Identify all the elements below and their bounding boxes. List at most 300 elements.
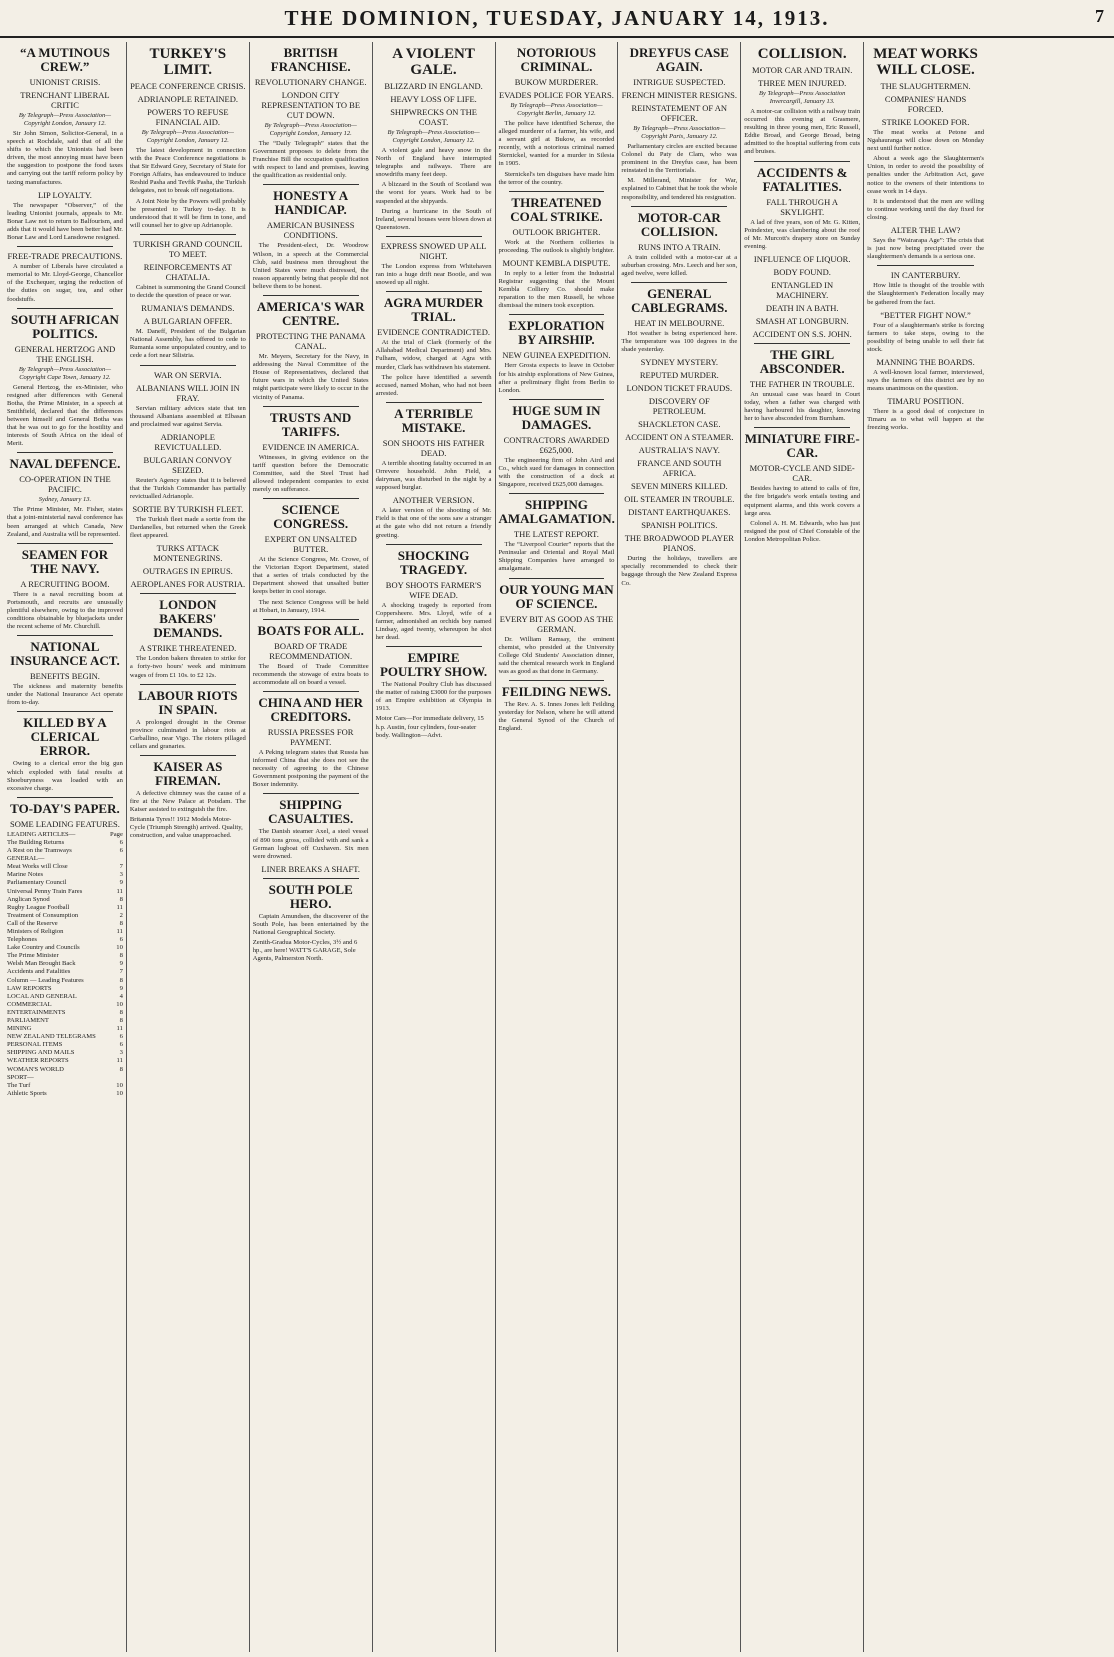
headline: OUR YOUNG MAN OF SCIENCE. (499, 581, 614, 611)
column-rule (386, 236, 482, 237)
features-index-row (7, 879, 123, 887)
body-paragraph: The latest development in connection with the Peace Conference negotiations is that Sir Edward Grey, Secretary of State for Foreign Affairs, has endeavoured to induce Reshid Pasha and Tevfik Pasha, the Turkish delegates, not to break off negotiations. (129, 147, 246, 195)
features-index-label: PERSONAL ITEMS (7, 1041, 63, 1049)
subheadline: DEATH IN A BATH. (765, 302, 839, 313)
body-paragraph: A number of Liberals have circulated a memorial to Mr. Lloyd-George, Chancellor of the Exchequer, urging the reduction of the duties on sugar, tea, and other foodstuffs. (7, 263, 123, 303)
features-index-row (7, 1090, 123, 1098)
subheadline: A BULGARIAN OFFER. (143, 316, 233, 327)
subheadline: REVOLUTIONARY CHANGE. (254, 77, 367, 87)
subheadline: SORTIE BY TURKISH FLEET. (132, 504, 244, 515)
subheadline: A RECRUITING BOOM. (20, 578, 110, 589)
subheadline: MOUNT KEMBLA DISPUTE. (502, 257, 611, 268)
headline: LONDON BAKERS' DEMANDS. (153, 597, 223, 641)
features-index-page: 6 (119, 1041, 123, 1049)
features-index-row (7, 847, 123, 855)
features-index-row (7, 1041, 123, 1049)
subheadline: SON SHOOTS HIS FATHER DEAD. (382, 437, 485, 458)
column-rule (509, 314, 605, 315)
subheadline: SYDNEY MYSTERY. (640, 357, 719, 368)
subheadline: “BETTER FIGHT NOW.” (880, 309, 971, 320)
subheadline: BOY SHOOTS FARMER'S WIFE DEAD. (385, 579, 482, 600)
features-index-label: COMMERCIAL (7, 1000, 52, 1008)
column-rule (17, 246, 113, 247)
column-rule (17, 308, 113, 309)
news-column-6 (618, 42, 741, 1652)
headline: SOUTH POLE HERO. (268, 881, 353, 911)
news-column-4 (373, 42, 496, 1652)
body-paragraph: It is understood that the men are willing to continue working until the day fixed for closing. (867, 197, 984, 221)
subheadline: THE LATEST REPORT. (513, 529, 599, 540)
body-paragraph: Hot weather is being experienced here. The temperature was 100 degrees in the shade yesterday. (621, 329, 738, 354)
headline: NAVAL DEFENCE. (9, 456, 121, 472)
features-index-page: 2 (119, 911, 123, 919)
column-rule (754, 161, 850, 162)
body-paragraph: Sir John Simon, Solicitor-General, in a speech at Rochdale, said that of all the shifts to which the Unionists had been driven, the most annoying must have been the suggestion to postpone the food taxes and carrying out the tariff reform policy by taxing manufactures. (7, 130, 123, 186)
body-paragraph: How little is thought of the trouble with the Slaughtermen's Federation locally may be gathered from the fact. (867, 282, 984, 306)
features-index-row (7, 904, 123, 912)
features-index-page: 6 (119, 838, 123, 846)
column-rule (509, 191, 605, 192)
headline: BRITISH FRANCHISE. (270, 45, 351, 74)
features-index-page: Page (110, 830, 123, 838)
news-column-5 (496, 42, 619, 1652)
features-index-page: 10 (116, 1089, 123, 1097)
subheadline: SMASH AT LONGBURN. (755, 315, 849, 326)
body-paragraph: The Prime Minister, Mr. Fisher, states that a joint-ministerial naval conference has been arranged at which Canada, New Zealand, and Australia will be represented. (7, 506, 123, 538)
body-paragraph: The London bakers threaten to strike for a forty-two hours' week and minimum wages of from £1 10s. to £2 12s. (129, 655, 246, 679)
subheadline: RUNS INTO A TRAIN. (638, 241, 721, 252)
column-rule (386, 291, 482, 292)
headline: KILLED BY A CLERICAL ERROR. (23, 715, 107, 759)
features-index-page: 10 (116, 1081, 123, 1089)
column-rule (140, 365, 236, 366)
dateline: Sydney, January 13. (38, 496, 92, 504)
features-index-label: Column — Leading Features (7, 976, 84, 984)
headline: SHIPPING CASUALTIES. (268, 797, 354, 827)
headline: TURKEY'S LIMIT. (149, 46, 227, 78)
subheadline: OUTLOOK BRIGHTER. (512, 226, 601, 237)
subheadline: BODY FOUND. (773, 266, 831, 277)
body-paragraph: About a week ago the Slaughtermen's Union, in order to avoid the possibility of penalties under the Arbitration Act, gave notice to the owners of their intentions to cease work in 14 days. (867, 155, 984, 195)
headline: EXPLORATION BY AIRSHIP. (508, 318, 605, 348)
headline: NOTORIOUS CRIMINAL. (516, 45, 597, 74)
headline: SOUTH AFRICAN POLITICS. (10, 311, 119, 341)
body-paragraph: M. Daneff, President of the Bulgarian National Assembly, has offered to cede to Rumania some unpopulated country, and to cede a fort near Silistria. (129, 328, 246, 360)
subheadline: EVIDENCE CONTRADICTED. (377, 327, 490, 338)
body-paragraph: The police have identified a seventh accused, named Mohan, who had not been arrested. (375, 373, 492, 397)
features-index-label: Marine Notes (7, 871, 44, 879)
body-paragraph: Servian military advices state that ten thousand Albanians assembled at Elbasan and proclaimed war against Servia. (129, 404, 246, 428)
features-index-label: PARLIAMENT (7, 1017, 49, 1024)
column-rule (17, 452, 113, 453)
subheadline: SHACKLETON CASE. (638, 419, 721, 430)
column-rule (263, 691, 359, 692)
headline: THE GIRL ABSCONDER. (759, 346, 845, 376)
subheadline: NEW GUINEA EXPEDITION. (502, 350, 611, 361)
body-paragraph: A motor-car collision with a railway train occurred this evening at Grasmere, resulting in three young men, Eric Russell, Eddie Broad, and George Broad, being admitted to the hospital suffering from cuts and bruises. (744, 108, 861, 156)
column-rule (877, 265, 974, 266)
body-paragraph: Work at the Northern collieries is proceeding. The outlook is slightly brighter. (498, 238, 615, 254)
features-index-page (121, 855, 123, 863)
subheadline: INTRIGUE SUSPECTED. (633, 77, 726, 87)
subheadline: BUKOW MURDERER. (514, 77, 599, 87)
body-paragraph: The President-elect, Dr. Woodrow Wilson, in a speech at the Commercial Club, said business men throughout the United States were much distressed, the reason apparently being that people did not believe them to be honest. (252, 242, 369, 290)
features-index-label: ENTERTAINMENTS (7, 1008, 66, 1016)
body-paragraph: The newspaper “Observer,” of the leading Unionist journals, appeals to Mr. Bonar Law not to return to Balfourism, and adds that it would have been better had Mr. Bonar Law and Lord Lansdowne resigned. (7, 201, 123, 242)
body-paragraph: The London express from Whitehaven ran into a huge drift near Bootle, and was snowed up all night. (375, 262, 492, 287)
features-index-row (7, 888, 123, 896)
subheadline: A STRIKE THREATENED. (139, 643, 237, 654)
headline: SCIENCE CONGRESS. (273, 502, 349, 532)
subheadline: INFLUENCE OF LIQUOR. (753, 253, 851, 264)
dateline: By Telegraph—Press Association—Copyright London, January 12. (264, 122, 357, 137)
subheadline: SOME LEADING FEATURES. (10, 818, 120, 829)
body-paragraph: Reuter's Agency states that it is believed that the Turkish Commander has partially revictualled Adrianople. (129, 476, 246, 500)
subheadline: IN CANTERBURY. (890, 270, 961, 281)
features-index-page: 4 (119, 992, 123, 1000)
headline: SEAMEN FOR THE NAVY. (21, 546, 109, 576)
subheadline: CONTRACTORS AWARDED £625,000. (503, 434, 610, 455)
column-rule (263, 619, 359, 620)
headline: FEILDING NEWS. (501, 684, 611, 699)
features-index-page: 6 (119, 936, 123, 944)
subheadline: HEAT IN MELBOURNE. (634, 317, 725, 328)
headline: BOATS FOR ALL. (257, 622, 364, 638)
subheadline: ALBANIANS WILL JOIN IN FRAY. (135, 382, 240, 403)
features-index-label: Welsh Man Brought Back (7, 960, 76, 968)
body-paragraph: Parliamentary circles are excited because Colonel du Paty de Clam, who was prominent in the Dreyfus case, has been reinstated in the Territorials. (621, 143, 738, 175)
body-paragraph: General Hertzog, the ex-Minister, who resigned after differences with General Botha, the Prime Minister, in a speech at Smithfield, declared that the differences between himself and General Botha was that he was out to go for the hostility and interests of South Africa on the ideal of Merit. (7, 383, 123, 448)
features-index-label: GENERAL— (7, 855, 45, 863)
subheadline: REINFORCEMENTS AT CHATALJA. (143, 261, 232, 282)
features-index-page: 3 (119, 871, 123, 879)
masthead (0, 0, 1114, 38)
subheadline: POWERS TO REFUSE FINANCIAL AID. (147, 107, 229, 127)
column-rule (17, 635, 113, 636)
features-index-label: WOMAN'S WORLD (7, 1065, 64, 1073)
body-paragraph: There is a good deal of conjecture in Timaru as to what will happen at the freezing works. (867, 408, 984, 432)
features-index-page: 8 (119, 895, 123, 903)
subheadline: COMPANIES' HANDS FORCED. (884, 94, 967, 114)
advertisement: Motor Cars—For immediate delivery, 15 h.p. Austin, four cylinders, four-seater body. Wallington—Advt. (375, 715, 484, 739)
headline: KAISER AS FIREMAN. (153, 759, 223, 788)
headline: GENERAL CABLEGRAMS. (631, 285, 728, 315)
features-index-label: A Rest on the Tramways (7, 847, 72, 855)
body-paragraph: The Rev. A. S. Innes Jones left Feilding yesterday for Nelson, where he will attend the General Synod of the Church of England. (498, 701, 615, 733)
features-index-label: SHIPPING AND MAILS (7, 1049, 75, 1057)
subheadline: FRANCE AND SOUTH AFRICA. (637, 458, 722, 479)
features-index-row (7, 1082, 123, 1090)
features-index-row (7, 1009, 123, 1017)
features-index-label: WEATHER REPORTS (7, 1057, 69, 1065)
body-paragraph: A well-known local farmer, interviewed, says the farmers of this district are by no means unanimous on the question. (867, 368, 984, 393)
dateline: By Telegraph—Press Association—Copyright Paris, January 12. (633, 125, 726, 140)
features-index-label: LOCAL AND GENERAL (7, 992, 77, 1000)
features-index-row (7, 871, 123, 879)
headline: MEAT WORKS WILL CLOSE. (873, 46, 978, 78)
subheadline: BOARD OF TRADE RECOMMENDATION. (269, 640, 353, 661)
headline: COLLISION. (757, 46, 847, 62)
body-paragraph: The Board of Trade Committee recommends the stowage of extra boats to accommodate all on board a vessel. (252, 662, 369, 686)
features-index-page: 8 (119, 952, 123, 960)
headline: EMPIRE POULTRY SHOW. (379, 650, 488, 680)
features-index-label: MINING (7, 1025, 32, 1033)
body-paragraph: The police have identified Schenze, the alleged murderer of a farmer, his wife, and a servant girl at Bukow, as recorded recently, with a notorious criminal named Sternickel, wanted for a murder in Silesia in 1905. (498, 120, 615, 168)
subheadline: FRENCH MINISTER RESIGNS. (621, 90, 738, 100)
dateline: By Telegraph—Press Association—Copyright London, January 12. (18, 112, 112, 127)
dateline: By Telegraph—Press Association—Copyright Berlin, January 12. (510, 102, 603, 117)
features-index-page: 7 (119, 863, 123, 871)
subheadline: HEAVY LOSS OF LIFE. (390, 94, 477, 104)
features-index-label: The Prime Minister (7, 952, 59, 960)
features-index-page: 11 (116, 887, 123, 895)
features-index-label: The Turf (7, 1081, 31, 1089)
body-paragraph: The “Liverpool Courier” reports that the Peninsular and Oriental and Royal Mail Shipping Companies have arranged to amalgamate. (498, 541, 615, 573)
body-paragraph: The sickness and maternity benefits under the National Insurance Act operate from to-day. (7, 683, 123, 707)
subheadline: LONDON TICKET FRAUDS. (626, 383, 733, 394)
advertisement: Britannia Tyres!! 1912 Models Motor-Cycle (Triumph Strength) arrived. Quality, construction, and value unapproached. (129, 816, 243, 840)
body-paragraph: An unusual case was heard in Court today, when a father was charged with having harboured his daughter, knowing her to have absconded from Burnham. (744, 390, 861, 423)
features-index-page: 9 (119, 960, 123, 968)
features-index-row (7, 968, 123, 976)
body-paragraph: At the trial of Clark (formerly of the Allahabad Medical Department) and Mrs. Fulham, widow, charged at Agra with murder, Clark has withdrawn his statement. (375, 339, 492, 371)
headline: MOTOR-CAR COLLISION. (637, 209, 721, 239)
body-paragraph: A blizzard in the South of Scotland was the worst for years. Work had to be suspended at the shipyards. (375, 181, 492, 205)
subheadline: MOTOR-CYCLE AND SIDE-CAR. (749, 463, 855, 484)
features-index-page: 6 (119, 847, 123, 855)
column-rule (263, 295, 359, 296)
dateline: By Telegraph—Press Association—Copyright London, January 12. (141, 129, 234, 144)
body-paragraph: The Danish steamer Axel, a steel vessel of 890 tons gross, collided with and sank a German lugboat off Cuxhaven. Six men were drowned. (252, 828, 369, 860)
body-paragraph: In reply to a letter from the Industrial Registrar suggesting that the Mount Kembla Colliery Co. should make reparation to the men Russell, he whose dismissal the miners took exception. (498, 269, 615, 310)
body-paragraph: Herr Grosta expects to leave in October for his airship explorations of New Guinea, after a preliminary flight from Berlin to London. (498, 362, 615, 394)
headline: LABOUR RIOTS IN SPAIN. (138, 687, 238, 717)
subheadline: DISTANT EARTHQUAKES. (628, 507, 731, 518)
body-paragraph: Colonel A. H. M. Edwards, who has just resigned the post of Chief Constable of the London Metropolitan Police. (744, 519, 861, 543)
column-rule (140, 234, 236, 235)
subheadline: BULGARIAN CONVOY SEIZED. (143, 454, 233, 475)
body-paragraph: There is a naval recruiting boom at Portsmouth, and recruits are unusually plentiful elsewhere, owing to the improved conditions obtainable by bluejackets under the recent scheme of Mr. Churchill. (7, 590, 123, 631)
body-paragraph: A lad of five years, son of Mr. G. Kitten, Poindexter, was clambering about the roof of Mr. Murcott's drapery store on Sunday evening. (744, 218, 861, 250)
features-index-row (7, 993, 123, 1001)
body-paragraph: Four of a slaughterman's strike is forcing farmers to take steps, owing to the possibility of being unable to sell their fat stock. (867, 321, 984, 353)
features-index-row (7, 896, 123, 904)
subheadline: SPANISH POLITICS. (641, 520, 718, 531)
advertisement: Zenith-Gradua Motor-Cycles, 3½ and 6 hp., are here! WATT'S GARAGE, Sole Agents, Palmerston North. (252, 939, 358, 963)
body-paragraph: Witnesses, in giving evidence on the tariff question before the Democratic Committee, said the Steel Trust had allowed independent companies to exist merely on sufferance. (252, 453, 369, 493)
headline: HONESTY A HANDICAP. (273, 188, 349, 218)
body-paragraph: The “Daily Telegraph” states that the Government proposes to delete from the Franchise Bill the occupation qualification with respect to land and premises, leaving the qualification as residential only. (252, 140, 369, 180)
column-rule (509, 578, 605, 579)
features-index-row (7, 952, 123, 960)
subheadline: TURKS ATTACK MONTENEGRINS. (153, 543, 223, 564)
body-paragraph: A later version of the shooting of Mr. Field is that one of the sons saw a stranger at the gate who did not return a friendly greeting. (375, 507, 492, 539)
features-index-page: 9 (119, 879, 123, 887)
subheadline: EVIDENCE IN AMERICA. (262, 441, 359, 452)
subheadline: FREE-TRADE PRECAUTIONS. (7, 251, 123, 262)
features-index-label: Universal Penny Train Fares (7, 887, 83, 895)
features-index-row (7, 944, 123, 952)
subheadline: EXPERT ON UNSALTED BUTTER. (264, 534, 357, 555)
body-paragraph: Sternickel's ten disguises have made him the terror of the country. (498, 170, 615, 186)
subheadline: REPUTED MURDER. (639, 370, 719, 381)
features-index-label: Accidents and Fatalities (7, 968, 71, 976)
subheadline: OUTRAGES IN EPIRUS. (142, 566, 233, 577)
features-index-row (7, 1017, 123, 1025)
subheadline: THE FATHER IN TROUBLE. (749, 378, 855, 389)
body-paragraph: M. Millerand, Minister for War, explained to Cabinet that he took the whole responsibility, and tendered his resignation. (621, 177, 738, 201)
features-index-page: 8 (119, 1065, 123, 1073)
subheadline: ACCIDENT ON A STEAMER. (625, 432, 734, 443)
features-index-row (7, 839, 123, 847)
columns-container (4, 42, 1110, 1652)
features-index-row (7, 1049, 123, 1057)
subheadline: UNIONIST CRISIS. (29, 77, 101, 87)
subheadline: ENTANGLED IN MACHINERY. (771, 279, 834, 300)
subheadline: TURKISH GRAND COUNCIL TO MEET. (133, 238, 243, 259)
features-index-page: 9 (119, 984, 123, 992)
subheadline: LONDON CITY REPRESENTATION TO BE CUT DOWN. (261, 90, 361, 120)
headline: CHINA AND HER CREDITORS. (258, 695, 364, 724)
body-paragraph: Cabinet is summoning the Grand Council to decide the question of peace or war. (129, 283, 246, 300)
features-index-row (7, 985, 123, 993)
body-paragraph: A prolonged drought in the Orense province culminated in labour riots at Carballino, near Vigo. The rioters pillaged cellars and granaries. (129, 718, 246, 750)
subheadline: LIP LOYALTY. (37, 189, 92, 200)
features-index-page: 3 (119, 1049, 123, 1057)
subheadline: ADRIANOPLE RETAINED. (137, 94, 238, 104)
body-paragraph: The Turkish fleet made a sortie from the Dardanelles, but returned when the Greek fleet appeared. (129, 516, 246, 540)
features-index-label: LEADING ARTICLES— (7, 830, 76, 838)
features-index-label: Telephones (7, 936, 37, 944)
body-paragraph: A Peking telegram states that Russia has informed China that she does not see the necessity of agreeing to the Chinese Government postponing the payment of the Boxer indemnity. (252, 749, 369, 789)
features-index-row (7, 1066, 123, 1074)
news-column-2 (127, 42, 250, 1652)
body-paragraph: The next Science Congress will be held at Hobart, in January, 1914. (252, 598, 369, 614)
subheadline: EXPRESS SNOWED UP ALL NIGHT. (380, 240, 487, 261)
subheadline: TIMARU POSITION. (887, 396, 964, 407)
column-rule (386, 402, 482, 403)
features-index-page: 11 (116, 903, 123, 911)
features-index-row (7, 912, 123, 920)
column-rule (631, 282, 727, 283)
subheadline: PEACE CONFERENCE CRISIS. (130, 81, 246, 91)
subheadline: ADRIANOPLE REVICTUALLED. (154, 431, 222, 452)
features-index-row (7, 977, 123, 985)
subheadline: DISCOVERY OF PETROLEUM. (648, 396, 710, 417)
headline: TRUSTS AND TARIFFS. (270, 409, 352, 439)
body-paragraph: At the Science Congress, Mr. Crowe, of the Victorian Export Department, stated that a series of trials conducted by the Department showed that unsalted butter keeps better in cool storage. (252, 556, 369, 596)
dateline: By Telegraph—Press Association—Copyright London, January 12. (387, 129, 480, 144)
features-index-row (7, 1057, 123, 1065)
headline: TO-DAY'S PAPER. (10, 800, 120, 816)
features-index-page: 10 (116, 944, 123, 952)
features-index-row (7, 863, 123, 871)
subheadline: THREE MEN INJURED. (758, 78, 847, 88)
body-paragraph: A violent gale and heavy snow in the North of England have interrupted telegraphs and railways. There are snowdrifts many feet deep. (375, 147, 492, 179)
headline: A VIOLENT GALE. (392, 46, 475, 78)
features-index-label: SPORT— (7, 1073, 34, 1081)
body-paragraph: A train collided with a motor-car at a suburban crossing. Mrs. Leech and her son, aged twelve, were killed. (621, 253, 738, 277)
news-column-3 (250, 42, 373, 1652)
features-index-row (7, 960, 123, 968)
news-column-7 (741, 42, 864, 1652)
headline: SHOCKING TRAGEDY. (397, 547, 470, 577)
column-rule (263, 878, 359, 879)
features-index-page: 11 (116, 927, 123, 935)
column-rule (631, 206, 727, 207)
column-rule (386, 544, 482, 545)
column-rule (263, 498, 359, 499)
headline: AGRA MURDER TRIAL. (383, 295, 484, 325)
news-column-8 (864, 42, 987, 1652)
column-rule (754, 427, 850, 428)
headline: THREATENED COAL STRIKE. (510, 194, 603, 224)
column-rule (386, 646, 482, 647)
features-index-label: Parliamentary Council (7, 879, 67, 887)
column-rule (263, 184, 359, 185)
features-index-label: Treatment of Consumption (7, 911, 79, 919)
subheadline: THE SLAUGHTERMEN. (880, 81, 971, 91)
headline: AMERICA'S WAR CENTRE. (256, 299, 365, 329)
subheadline: EVERY BIT AS GOOD AS THE GERMAN. (499, 613, 614, 634)
news-column-1 (4, 42, 127, 1652)
subheadline: EVADES POLICE FOR YEARS. (499, 90, 614, 100)
subheadline: ACCIDENT ON S.S. JOHN. (752, 328, 852, 339)
features-index-label: Rugby League Football (7, 903, 70, 911)
features-index-page: 8 (119, 919, 123, 927)
subheadline: AMERICAN BUSINESS CONDITIONS. (266, 220, 355, 241)
column-rule (140, 593, 236, 594)
headline: ACCIDENTS & FATALITIES. (756, 164, 848, 194)
body-paragraph: The engineering firm of John Aird and Co., which sued for damages in connection with the construction of a dock at Singapore, received £625,000 damages. (498, 456, 615, 489)
column-rule (17, 711, 113, 712)
newspaper-title: THE DOMINION, TUESDAY, JANUARY 14, 1913. (284, 5, 830, 30)
body-paragraph: Dr. William Ramsay, the eminent chemist, who presided at the University College Old Students' Association dinner, said the chemical research work in England was as good as that done in Germany. (498, 635, 615, 675)
body-paragraph: A terrible shooting fatality occurred in an Orrevere household. John Field, a dairyman, was disturbed in the night by a supposed burglar. (375, 459, 492, 492)
body-paragraph: A Joint Note by the Powers will probably be presented to Turkey to-day. It is understood that it will be firm in tone, and will counsel her to give up Adrianople. (129, 197, 246, 229)
column-rule (140, 684, 236, 685)
body-paragraph: Mr. Meyers, Secretary for the Navy, in addressing the Naval Committee of the House of Representatives, declared that future wars in which the United States might participate were likely to occur in the vicinity of Panama. (252, 353, 369, 401)
features-index-row (7, 1025, 123, 1033)
subheadline: GENERAL HERTZOG AND THE ENGLISH. (14, 343, 116, 364)
subheadline: PROTECTING THE PANAMA CANAL. (255, 331, 366, 352)
subheadline: STRIKE LOOKED FOR. (881, 117, 970, 127)
features-index-page: 11 (116, 1057, 123, 1065)
features-index-page: 8 (119, 976, 123, 984)
body-paragraph: During a hurricane in the South of Ireland, several houses were blown down at Queenstown. (375, 207, 492, 231)
page-number: 7 (1095, 6, 1104, 26)
features-index-row (7, 1033, 123, 1041)
headline: MINIATURE FIRE-CAR. (744, 431, 860, 461)
features-index-label: LAW REPORTS (7, 984, 52, 992)
features-index-page: 11 (116, 1025, 123, 1033)
headline: DREYFUS CASE AGAIN. (629, 45, 729, 74)
features-index-label: The Building Returns (7, 838, 65, 846)
features-index-label: Lake Country and Councils (7, 944, 80, 952)
column-rule (509, 493, 605, 494)
features-index-label: Call of the Reserve (7, 919, 58, 927)
features-index-label: Ministers of Religion (7, 927, 64, 935)
features-index-row (7, 1001, 123, 1009)
features-index (7, 831, 123, 1098)
headline: “A MUTINOUS CREW.” (19, 45, 110, 74)
features-index-page: 6 (119, 1033, 123, 1041)
features-index-page: 7 (119, 968, 123, 976)
features-index-row (7, 831, 123, 839)
headline: SHIPPING AMALGAMATION. (498, 497, 615, 527)
features-index-page: 8 (119, 1017, 123, 1024)
features-index-label: Meat Works will Close (7, 863, 68, 871)
